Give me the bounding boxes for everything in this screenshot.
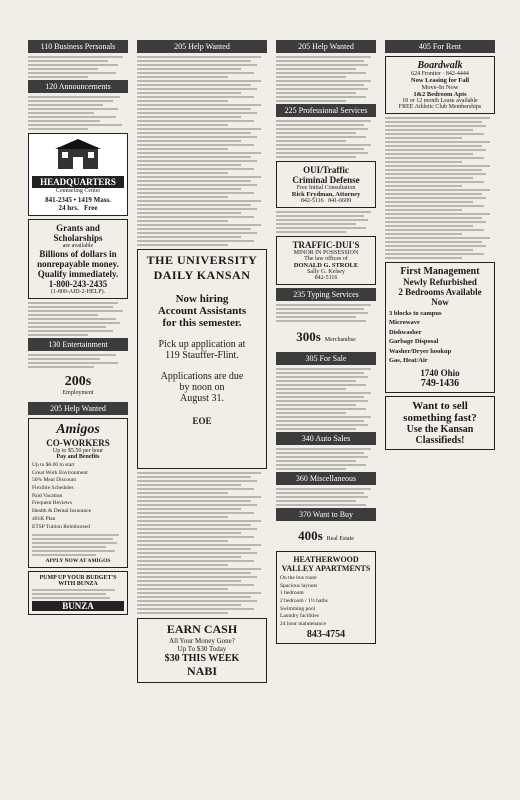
oui-phone: 842-5116	[300, 198, 324, 204]
section-band: 205 Help Wanted	[137, 40, 267, 53]
heatherwood-ad	[276, 551, 376, 644]
first-management-sub: 2 Bedrooms Available Now	[398, 287, 482, 307]
classified-text	[276, 304, 376, 322]
first-management-title: First Management	[400, 266, 480, 277]
first-management-sub: Newly Refurbished	[403, 277, 477, 287]
section-band: 110 Business Personals	[28, 40, 128, 53]
real-estate-number: 400s	[298, 528, 323, 543]
heatherwood-feature: Spacious layouts	[280, 582, 318, 589]
bunza-title: PUMP UP YOUR BUDGET'S WITH BUNZA	[39, 575, 117, 588]
kansan-hiring-line: Now hiring	[175, 293, 229, 305]
traffic-name: DONALD G. STROLE	[293, 262, 359, 269]
section-band: 205 Help Wanted	[28, 402, 128, 415]
nabi-logo: NABI	[186, 664, 217, 678]
real-estate-label: Real Estate	[326, 536, 354, 542]
bunza-body-text	[32, 589, 124, 599]
grants-line: Qualify immediately.	[37, 269, 119, 279]
amigos-benefit: Paid Vacation	[32, 492, 63, 499]
amigos-sub: Pay and Benefits	[56, 454, 100, 460]
sell-fast-line: Classifieds!	[415, 434, 465, 446]
column-2	[137, 40, 267, 686]
traffic-phone: 842-5116	[314, 275, 338, 281]
classified-text	[385, 117, 495, 259]
sell-fast-line: Use the Kansan	[406, 423, 474, 435]
classified-text	[276, 56, 376, 102]
section-band: 130 Entertainment	[28, 338, 128, 351]
heatherwood-feature: 1 bedroom	[280, 590, 304, 597]
amigos-pay: Up to $5.50 per hour	[52, 448, 104, 454]
column-1	[28, 40, 128, 618]
boardwalk-ad: Boardwalk 624 Frontier · 842-4444 Now Leasing for Fall Move-In Now 1&2 Bedroom Apts 10 or 12 month Lease available FREE Athletic Club Memberships	[385, 56, 495, 114]
first-management-feature: Microwave	[389, 319, 420, 327]
heatherwood-features	[280, 575, 372, 629]
oui-title: OUI/Traffic	[303, 165, 349, 175]
oui-free: Free Initial Consultation	[296, 185, 356, 191]
bunza-logo: BUNZA	[32, 601, 124, 611]
classified-text	[28, 354, 128, 368]
sell-fast-line: something fast?	[403, 411, 477, 424]
boardwalk-address: 624 Frontier	[411, 71, 441, 77]
grants-line: 1-800-243-2435	[48, 279, 108, 289]
grants-line: Grants and Scholarships	[53, 223, 103, 243]
kansan-hiring-line: Pick up application at	[158, 339, 246, 350]
amigos-benefit: Health & Dental Insurance	[32, 508, 92, 515]
grants-line: Billions of dollars in	[39, 249, 117, 259]
nabi-ad	[137, 618, 267, 683]
heatherwood-feature: 24 hour maintenance	[280, 621, 327, 628]
traffic-ad	[276, 236, 376, 285]
classified-text	[276, 488, 376, 506]
headquarters-address: 1419 Mass.	[77, 196, 111, 204]
section-band: 305 For Sale	[276, 352, 376, 365]
section-band: 235 Typing Services	[276, 288, 376, 301]
kansan-hiring-line: Applications are due	[160, 371, 244, 382]
headquarters-subtitle: Counseling Center	[55, 188, 101, 194]
amigos-benefit: 50% Meal Discount	[32, 477, 76, 484]
employment-number: 200s	[64, 374, 92, 389]
boardwalk-line: 10 or 12 month Lease available	[402, 98, 478, 104]
first-management-feature: Garbage Disposal	[389, 338, 439, 346]
classified-text	[28, 96, 128, 130]
heatherwood-feature: Swimming pool	[280, 605, 316, 612]
column-4	[385, 40, 495, 453]
headquarters-building-icon	[53, 137, 103, 171]
classified-text	[276, 448, 376, 470]
sell-fast-line: Want to sell	[412, 399, 468, 412]
amigos-benefit: Frequent Reviews	[32, 500, 72, 507]
boardwalk-phone: 842-4444	[445, 71, 469, 77]
classified-text	[276, 120, 376, 158]
classified-text	[137, 56, 267, 246]
boardwalk-line: 1&2 Bedroom Apts	[413, 91, 467, 98]
amigos-benefits	[32, 462, 124, 531]
merchandise-number: 300s	[296, 329, 321, 344]
amigos-benefit: ETSP Tuition Reimbursed	[32, 523, 90, 530]
grants-ad	[28, 219, 128, 299]
merchandise-label: Merchandise	[324, 337, 356, 343]
first-management-phone: 749-1436	[420, 377, 460, 389]
heatherwood-phone: 843-4754	[306, 628, 346, 640]
classified-text	[28, 302, 128, 336]
grants-line: (1-800-AID-2-HELP).	[50, 289, 106, 295]
section-band: 120 Announcements	[28, 80, 128, 93]
section-band: 360 Miscellaneous	[276, 472, 376, 485]
employment-label: Employment	[62, 390, 94, 396]
section-band: 340 Auto Sales	[276, 432, 376, 445]
boardwalk-line: FREE Athletic Club Memberships	[398, 104, 482, 110]
traffic-contact: Sally G. Kelsey	[307, 269, 345, 275]
classified-text	[28, 56, 128, 78]
first-management-feature: Dishwasher	[389, 328, 422, 336]
oui-phone: 841-6609	[328, 198, 352, 204]
headquarters-ad: HEADQUARTERS Counseling Center 841-2345 • 1419 Mass. 24 hrs. Free	[28, 133, 128, 216]
headquarters-hours: 24 hrs.	[58, 204, 79, 212]
amigos-benefit: Up to $6.00 to start	[32, 462, 75, 468]
employment-header	[28, 371, 128, 399]
column-3	[276, 40, 376, 647]
kansan-hiring-line: 119 Stauffer-Flint.	[165, 350, 239, 361]
section-band: 225 Professional Services	[276, 104, 376, 117]
oui-ad	[276, 161, 376, 208]
first-management-feature: Washer/Dryer hookup	[389, 347, 452, 355]
amigos-heading: CO-WORKERS	[46, 438, 110, 448]
headquarters-free: Free	[84, 204, 98, 212]
real-estate-header	[276, 524, 376, 548]
nabi-line: Up To $30 Today	[177, 645, 227, 653]
kansan-eoe: EOE	[192, 416, 212, 426]
heatherwood-feature: On the bus route	[280, 575, 317, 581]
traffic-sub: MINOR IN POSSESSION	[293, 250, 359, 256]
grants-line: are available	[62, 243, 94, 249]
oui-sub: Criminal Defense	[292, 175, 360, 185]
first-management-ad	[385, 262, 495, 393]
kansan-logo: THE UNIVERSITY DAILY KANSAN	[146, 253, 258, 282]
nabi-amount: $30 THIS WEEK	[164, 653, 240, 664]
amigos-benefit: 401K Plan	[32, 515, 56, 522]
boardwalk-line: Now Leasing for Fall	[410, 77, 470, 84]
kansan-hiring-ad	[137, 249, 267, 469]
heatherwood-feature: Laundry facilities	[280, 613, 319, 620]
heatherwood-feature: 2 bedroom / 1½ baths	[280, 598, 328, 605]
nabi-heading: EARN CASH	[166, 622, 238, 636]
amigos-benefit: Flexible Schedules	[32, 485, 74, 492]
amigos-footer: APPLY NOW AT AMIGOS	[45, 558, 111, 565]
section-band: 205 Help Wanted	[276, 40, 376, 53]
kansan-hiring-line: August 31.	[180, 393, 224, 404]
bunza-ad	[28, 571, 128, 615]
sell-fast-ad	[385, 396, 495, 450]
amigos-body-text	[32, 534, 124, 556]
merchandise-header	[276, 325, 376, 349]
headquarters-title: HEADQUARTERS	[32, 176, 124, 188]
kansan-hiring-line: Account Assistants	[157, 305, 247, 317]
section-band: 370 Want to Buy	[276, 508, 376, 521]
classified-text	[276, 211, 376, 233]
classified-text	[137, 472, 267, 614]
amigos-ad	[28, 418, 128, 568]
kansan-hiring-line: for this semester.	[162, 317, 242, 329]
first-management-address: 1740 Ohio	[420, 367, 460, 378]
amigos-logo: Amigos	[56, 422, 100, 437]
section-band: 405 For Rent	[385, 40, 495, 53]
boardwalk-line: Move-In Now	[421, 84, 459, 91]
grants-line: nonrepayable money.	[37, 259, 119, 269]
traffic-firm: The law offices of	[304, 256, 348, 262]
first-management-features	[389, 309, 491, 366]
nabi-line: All Your Money Gone?	[169, 637, 235, 645]
oui-name: Rick Frydman, Attorney	[291, 191, 361, 198]
kansan-hiring-line: by noon on	[179, 382, 225, 393]
traffic-title: TRAFFIC-DUI'S	[292, 240, 360, 250]
amigos-benefit: Great Work Environment	[32, 469, 88, 476]
classified-text	[276, 368, 376, 430]
boardwalk-logo: Boardwalk	[417, 60, 463, 71]
heatherwood-title: HEATHERWOOD VALLEY APARTMENTS	[281, 555, 371, 573]
first-management-feature: 3 blocks to campus	[389, 310, 442, 317]
headquarters-phone: 841-2345	[45, 196, 72, 204]
first-management-feature: Gas, Heat/Air	[389, 357, 428, 365]
